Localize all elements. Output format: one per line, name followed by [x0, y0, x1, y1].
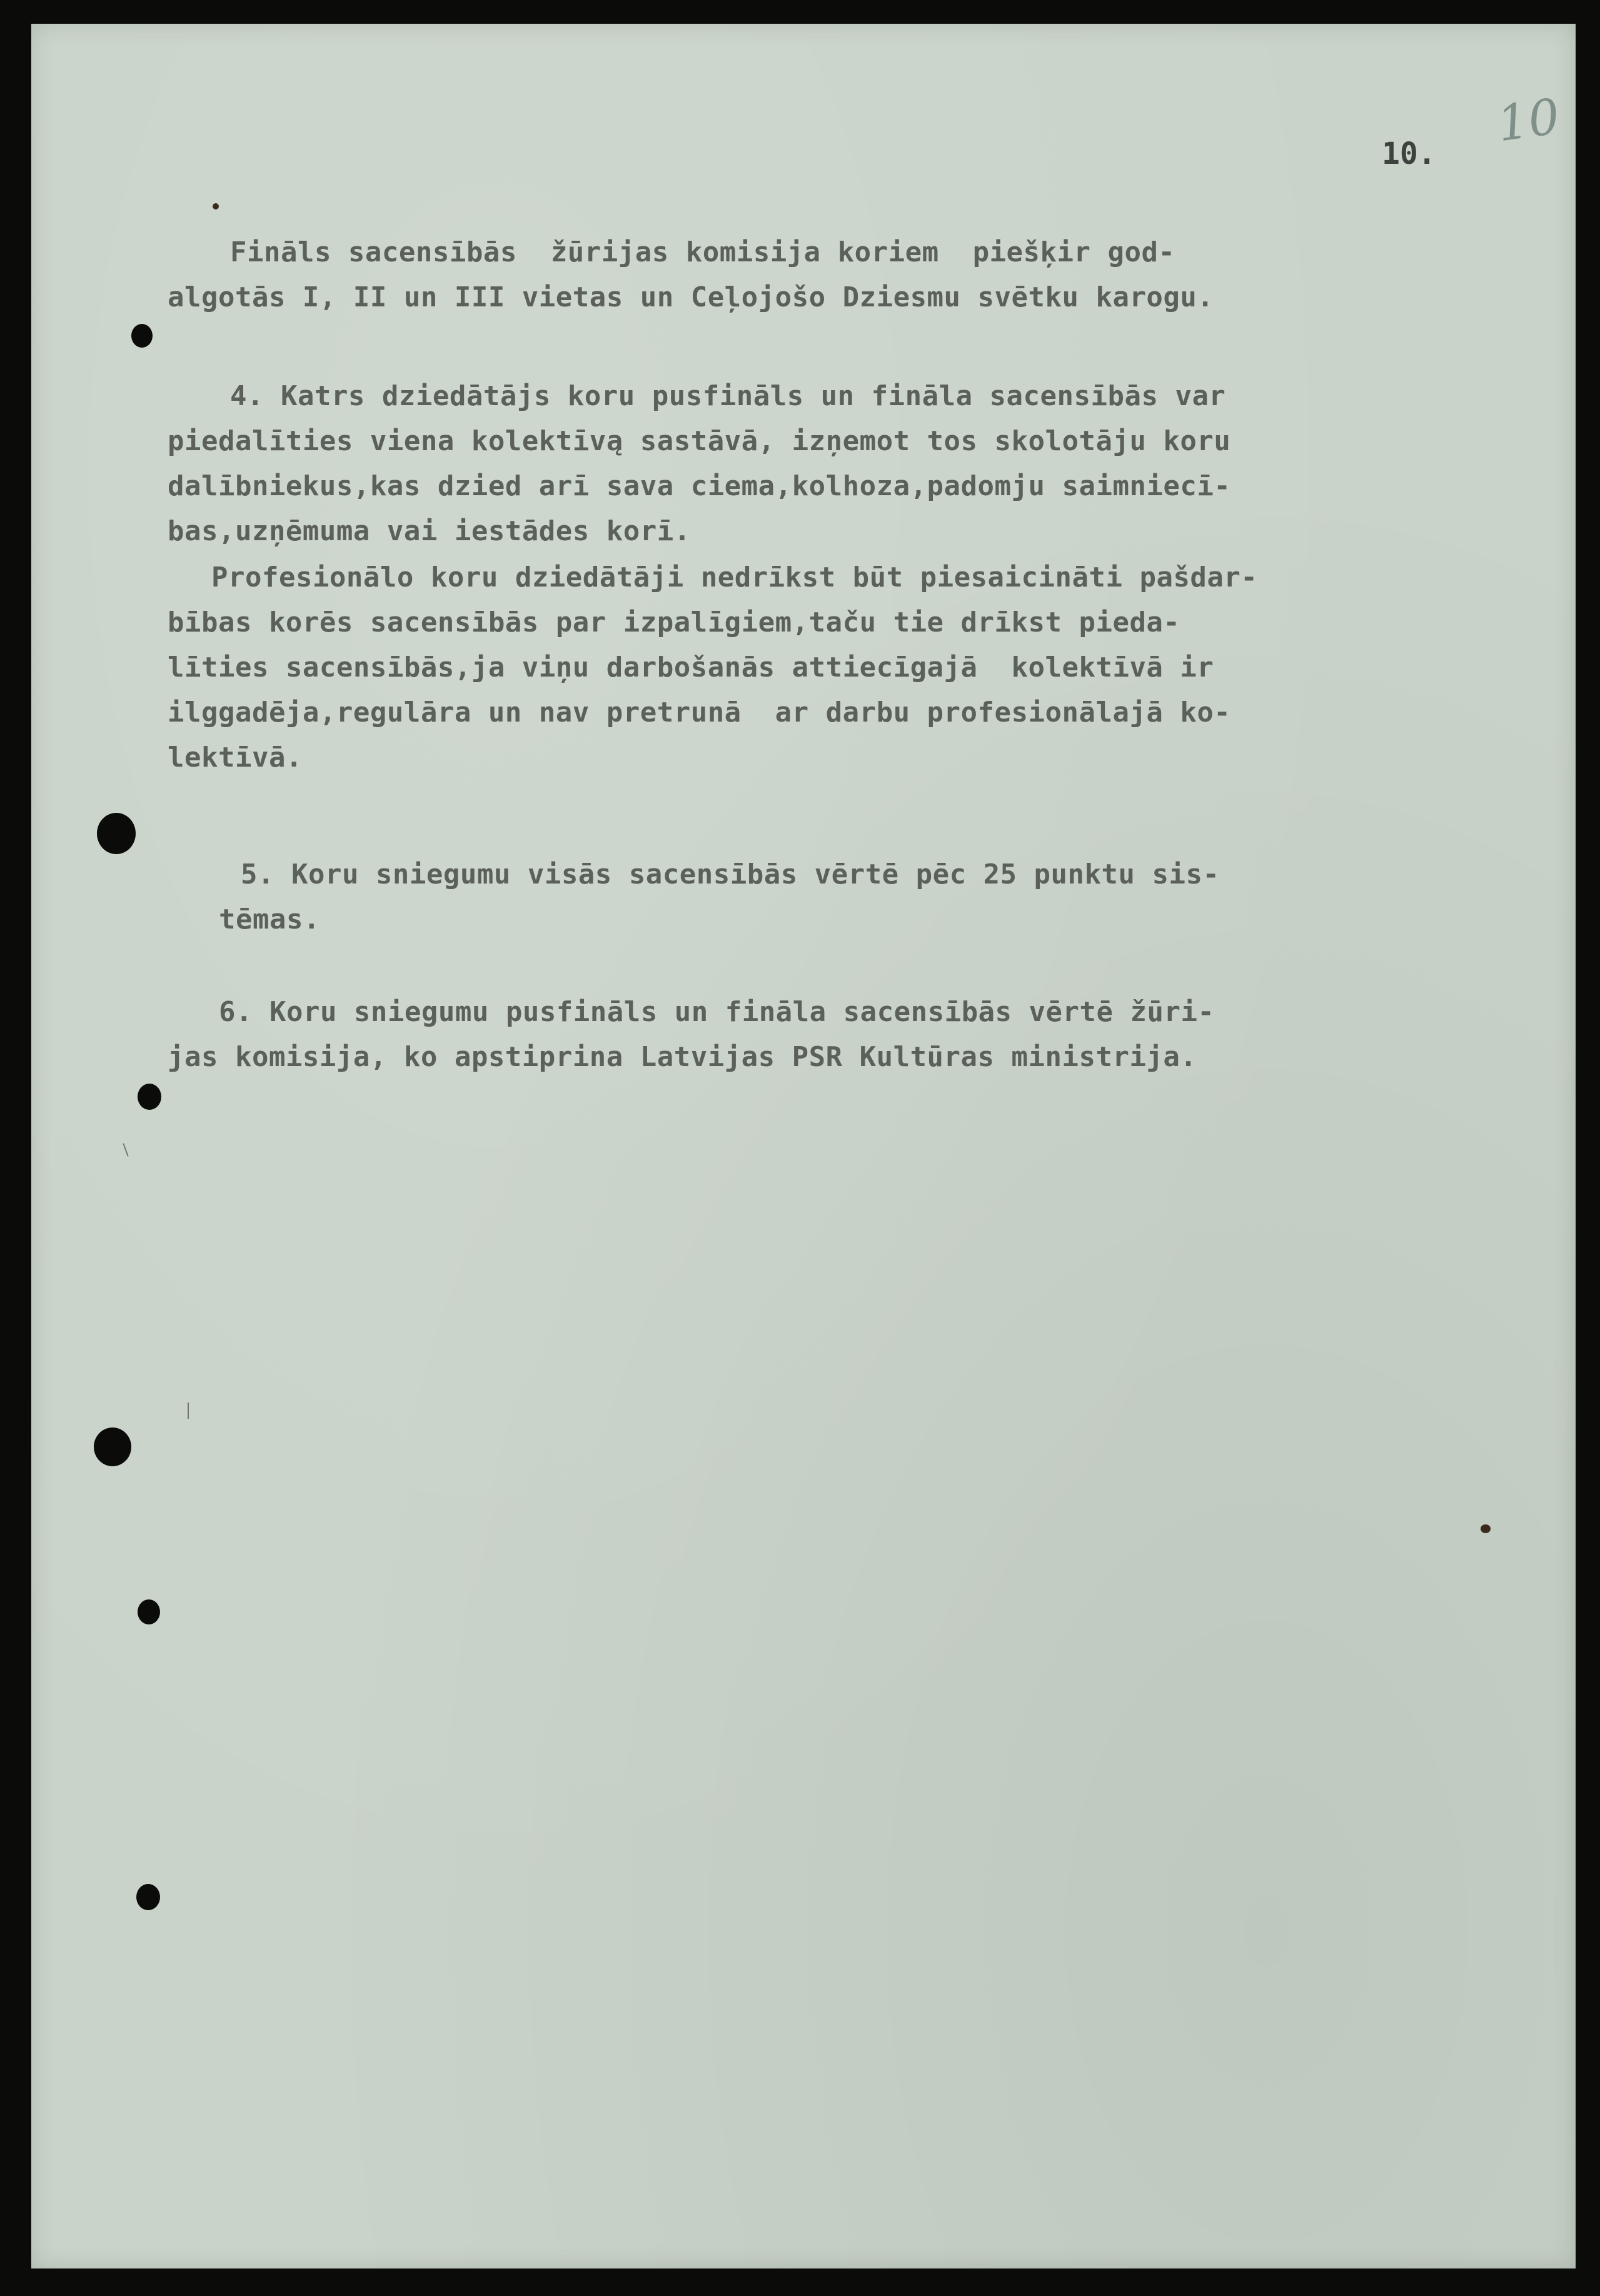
paragraph-professional-line-1: Profesionālo koru dziedātāji nedrīkst būt piesaicināti pašdar- [211, 561, 1258, 593]
handwritten-page-number: 10 [1494, 88, 1564, 153]
punch-hole [136, 1884, 160, 1910]
punch-hole [94, 1427, 131, 1466]
paragraph-5-line-2: tēmas. [219, 904, 320, 935]
paragraph-professional-line-3: līties sacensībās,ja viņu darbošanās attiecīgajā kolektīvā ir [168, 652, 1214, 683]
punch-hole [138, 1599, 160, 1624]
paragraph-4-line-2: piedalīties viena kolektīvą sastāvā, izņemot tos skolotāju koru [168, 425, 1231, 457]
punch-hole [138, 1084, 161, 1110]
paragraph-professional-line-4: ilggadēja,regulāra un nav pretrunā ar darbu profesionālajā ko- [168, 697, 1231, 728]
paragraph-6-line-1: 6. Koru sniegumu pusfināls un fināla sacensībās vērtē žūri- [219, 996, 1215, 1028]
paragraph-4-line-3: dalībniekus,kas dzied arī sava ciema,kolhoza,padomju saimniecī- [168, 470, 1231, 502]
paragraph-4-line-1: 4. Katrs dziedātājs koru pusfināls un fināla sacensībās var [230, 380, 1226, 412]
paper-mark [188, 1402, 189, 1419]
paragraph-4-line-4: bas,uzņēmuma vai iestādes korī. [168, 515, 691, 547]
paragraph-professional-line-2: bības korēs sacensībās par izpalīgiem,taču tie drīkst pieda- [168, 607, 1180, 638]
paragraph-finals-line-1: Fināls sacensībās žūrijas komisija koriem piešķir god- [230, 236, 1175, 268]
punch-hole [131, 324, 153, 348]
paragraph-professional-line-5: lektīvā. [168, 742, 303, 773]
page-number: 10. [1382, 136, 1436, 171]
punch-hole [97, 813, 136, 854]
paragraph-6-line-2: jas komisija, ko apstiprina Latvijas PSR Kultūras ministrija. [168, 1041, 1197, 1073]
paragraph-5-line-1: 5. Koru sniegumu visās sacensībās vērtē pēc 25 punktu sis- [241, 858, 1220, 890]
ink-speck [213, 203, 219, 209]
ink-speck [1481, 1524, 1491, 1533]
typed-document-page [31, 24, 1576, 2268]
paper-mark [123, 1143, 128, 1156]
paragraph-finals-line-2: algotās I, II un III vietas un Ceļojošo Dziesmu svētku karogu. [168, 281, 1214, 313]
